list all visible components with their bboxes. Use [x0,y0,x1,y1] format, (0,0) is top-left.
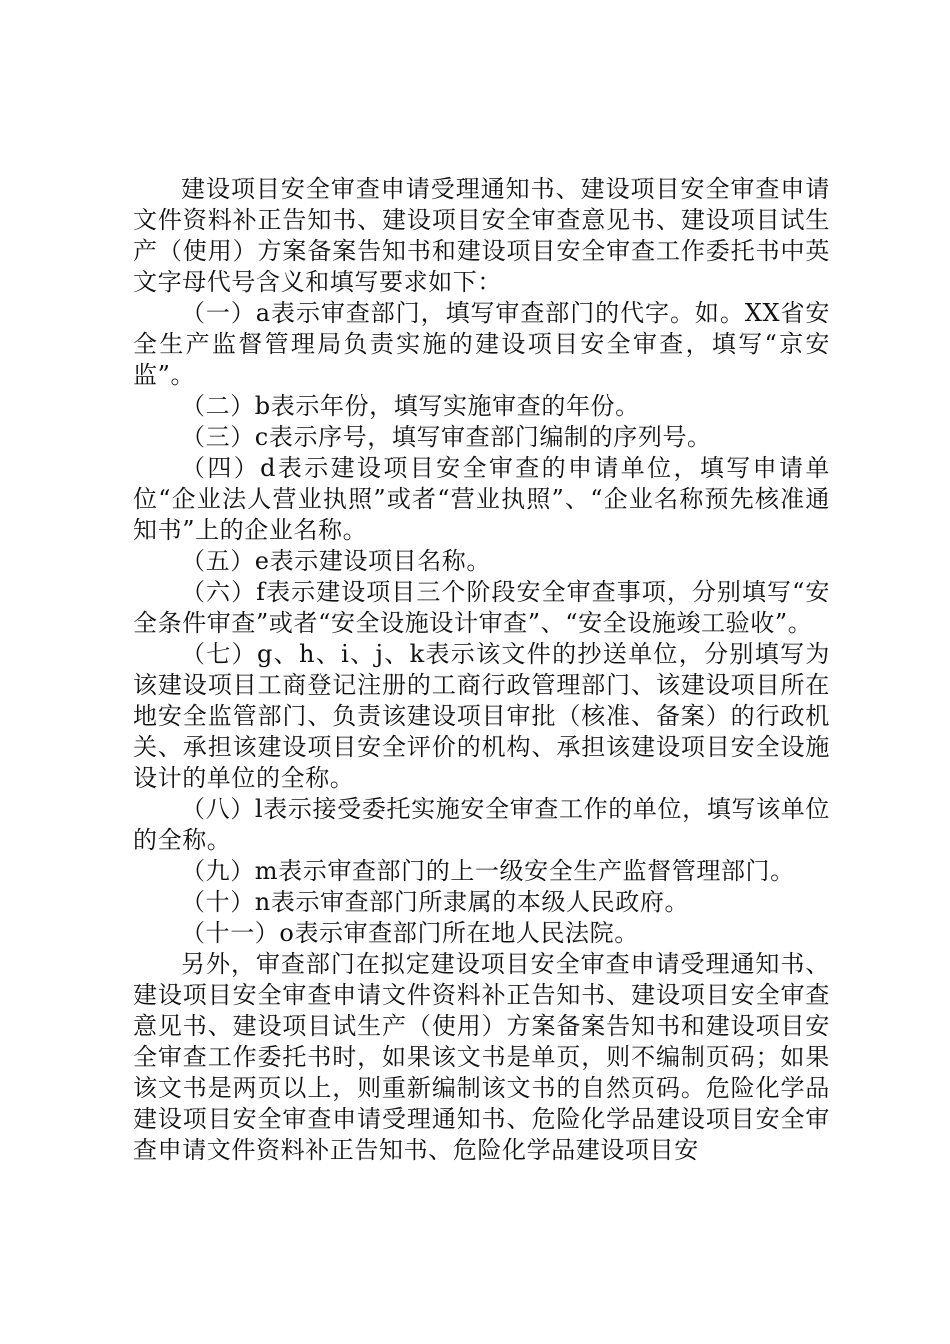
closing-paragraph: 另外，审查部门在拟定建设项目安全审查申请受理通知书、建设项目安全审查申请文件资料补正告知书、建设项目安全审查意见书、建设项目试生产（使用）方案备案告知书和建设项目安全审查工作委托书时，如果该文书是单页，则不编制页码；如果该文书是两页以上，则重新编制该文书的自然页码。危险化学品建设项目安全审查申请受理通知书、危险化学品建设项目安全审查申请文件资料补正告知书、危险化学品建设项目安 [133,950,830,1164]
intro-paragraph: 建设项目安全审查申请受理通知书、建设项目安全审查申请文件资料补正告知书、建设项目安全审查意见书、建设项目试生产（使用）方案备案告知书和建设项目安全审查工作委托书中英文字母代号含义和填写要求如下： [133,175,830,296]
document-body [133,174,830,1166]
item-7-paragraph: （七）g、h、i、j、k表示该文件的抄送单位，分别填写为该建设项目工商登记注册的工商行政管理部门、该建设项目所在地安全监管部门、负责该建设项目审批（核准、备案）的行政机关、承担该建设项目安全评价的机构、承担该建设项目安全设施设计的单位的全称。 [133,640,830,792]
item-10-paragraph: （十）n表示审查部门所隶属的本级人民政府。 [181,888,690,916]
item-2-paragraph: （二）b表示年份，填写实施审查的年份。 [181,392,640,420]
item-11-paragraph: （十一）o表示审查部门所在地人民法院。 [181,919,639,947]
item-4-paragraph: （四）d表示建设项目安全审查的申请单位，填写申请单位“企业法人营业执照”或者“营业执照”、“企业名称预先核准通知书”上的企业名称。 [133,454,830,544]
item-1-paragraph: （一）a表示审查部门，填写审查部门的代字。如。XX省安全生产监督管理局负责实施的建设项目安全审查，填写“京安监”。 [133,299,830,389]
item-9-paragraph: （九）m表示审查部门的上一级安全生产监督管理部门。 [181,857,795,885]
item-3-paragraph: （三）c表示序号，填写审查部门编制的序列号。 [181,423,712,451]
item-6-paragraph: （六）f表示建设项目三个阶段安全审查事项，分别填写“安全条件审查”或者“安全设施设计审查”、“安全设施竣工验收”。 [133,578,830,637]
item-5-paragraph: （五）e表示建设项目名称。 [181,547,492,575]
item-8-paragraph: （八）l表示接受委托实施安全审查工作的单位，填写该单位的全称。 [133,795,830,854]
